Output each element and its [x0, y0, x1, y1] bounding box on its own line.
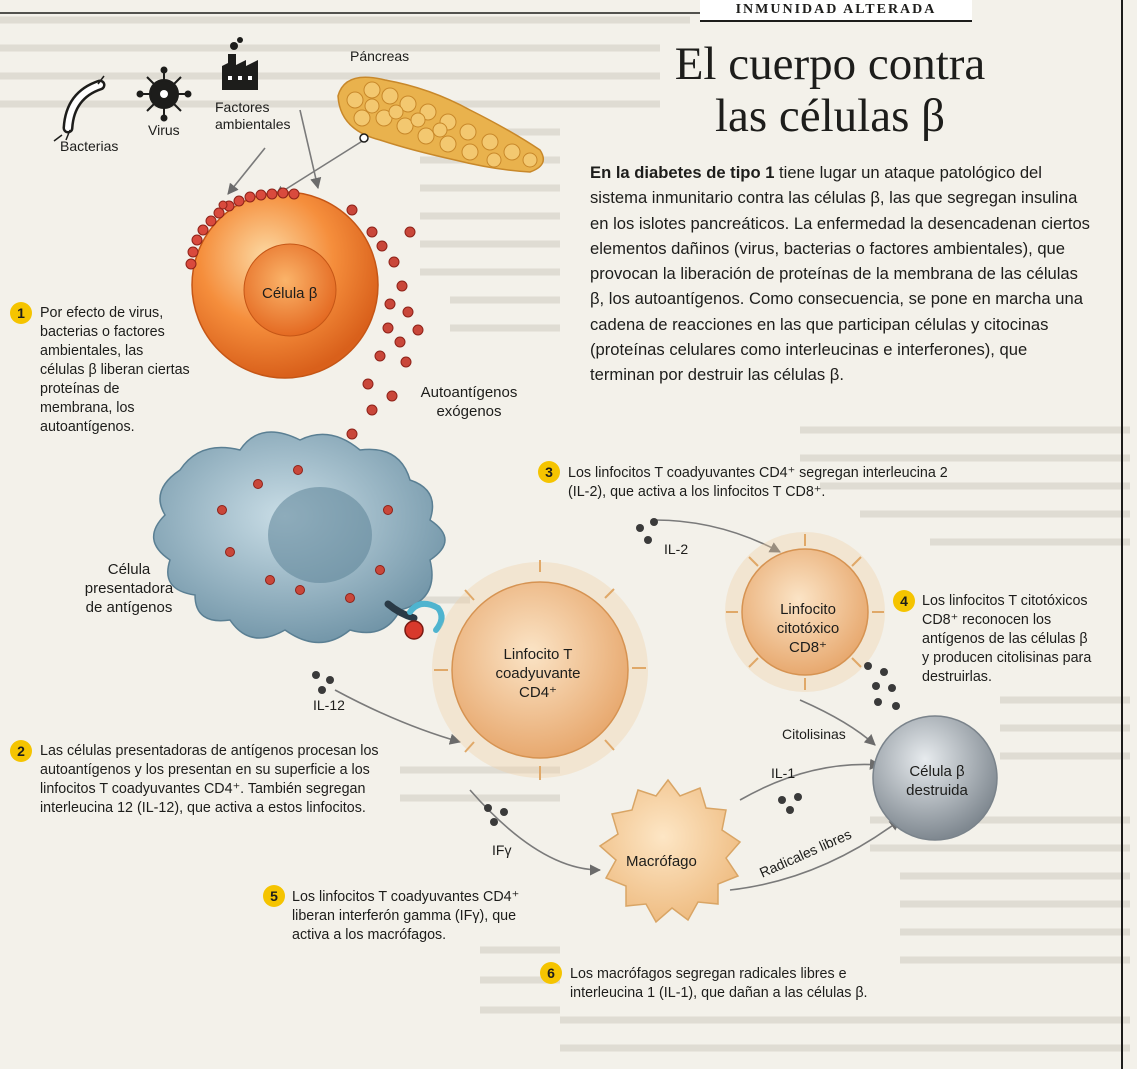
label-linfocito-t-cd4: Linfocito T coadyuvante CD4⁺	[495, 646, 581, 701]
factory-icon	[222, 37, 258, 90]
label-radicales-libres: Radicales libres	[757, 825, 854, 881]
section-header: INMUNIDAD ALTERADA	[700, 0, 972, 22]
step-4-text: Los linfocitos T citotóxicos CD8⁺ reconocen los antígenos de las células β y producen citolisinas para destruirlas.	[922, 593, 1092, 685]
label-factores: Factores ambientales	[215, 99, 291, 132]
label-macrofago: Macrófago	[626, 853, 697, 870]
step-1-text: Por efecto de virus, bacterias o factores ambientales, las células β liberan ciertas proteínas de membrana, los autoantígenos.	[40, 305, 190, 435]
step-4-badge: 4	[893, 590, 915, 612]
label-autoantigenos: Autoantígenos exógenos	[420, 384, 518, 420]
label-celula-presentadora: Célula presentadora de antígenos	[84, 561, 174, 616]
title-line-2: las células β	[714, 90, 946, 142]
intro-lead: En la diabetes de tipo 1	[590, 163, 775, 182]
label-pancreas: Páncreas	[350, 48, 410, 64]
step-5-text: Los linfocitos T coadyuvantes CD4⁺ liberan interferón gamma (IFγ), que activa a los macrófagos.	[292, 889, 520, 943]
step-6-badge: 6	[540, 962, 562, 984]
label-virus: Virus	[148, 122, 180, 138]
label-citolisinas: Citolisinas	[782, 726, 846, 742]
title-line-1: El cuerpo contra	[674, 38, 986, 90]
label-il12: IL-12	[313, 697, 345, 713]
step-3-text: Los linfocitos T coadyuvantes CD4⁺ segregan interleucina 2 (IL-2), que activa a los linfocitos T CD8⁺.	[568, 465, 948, 500]
label-il2: IL-2	[664, 541, 689, 557]
label-celula-beta: Célula β	[262, 285, 318, 302]
pancreas-illustration	[338, 77, 543, 172]
step-2-text: Las células presentadoras de antígenos procesan los autoantígenos y los presentan en su superficie a los linfocitos T coadyuvantes CD4⁺. También segregan interleucina 12 (IL-12), que activa a estos linfocitos.	[40, 743, 379, 816]
label-bacterias: Bacterias	[60, 138, 119, 154]
step-1-badge: 1	[10, 302, 32, 324]
step-6-text: Los macrófagos segregan radicales libres e interleucina 1 (IL-1), que dañan a las células β.	[570, 966, 868, 1001]
bacteria-icon	[54, 76, 104, 141]
macrophage	[600, 780, 740, 922]
label-il1: IL-1	[771, 765, 796, 781]
label-linfocito-cd8: Linfocito citotóxico CD8⁺	[776, 601, 840, 656]
label-ifg: IFγ	[492, 842, 512, 858]
step-5-badge: 5	[263, 885, 285, 907]
step-2-badge: 2	[10, 740, 32, 762]
antigen-presenting-cell	[154, 432, 445, 643]
intro-body: tiene lugar un ataque patológico del sistema inmunitario contra las células β, las que segregan insulina en los islotes pancreáticos. La enfermedad la desencadenan ciertos elementos dañinos (virus, bacterias o factores ambientales), que provocan la liberación de proteínas de la membrana de las células β, los autoantígenos. Como consecuencia, se pone en marcha una cadena de reacciones en las que participan células y citocinas (proteínas celulares como interleucinas e interferones), que terminan por destruir las células β.	[590, 163, 1090, 385]
step-3-badge: 3	[538, 461, 560, 483]
label-celula-destruida: Célula β destruida	[906, 763, 968, 799]
virus-icon	[138, 68, 191, 121]
